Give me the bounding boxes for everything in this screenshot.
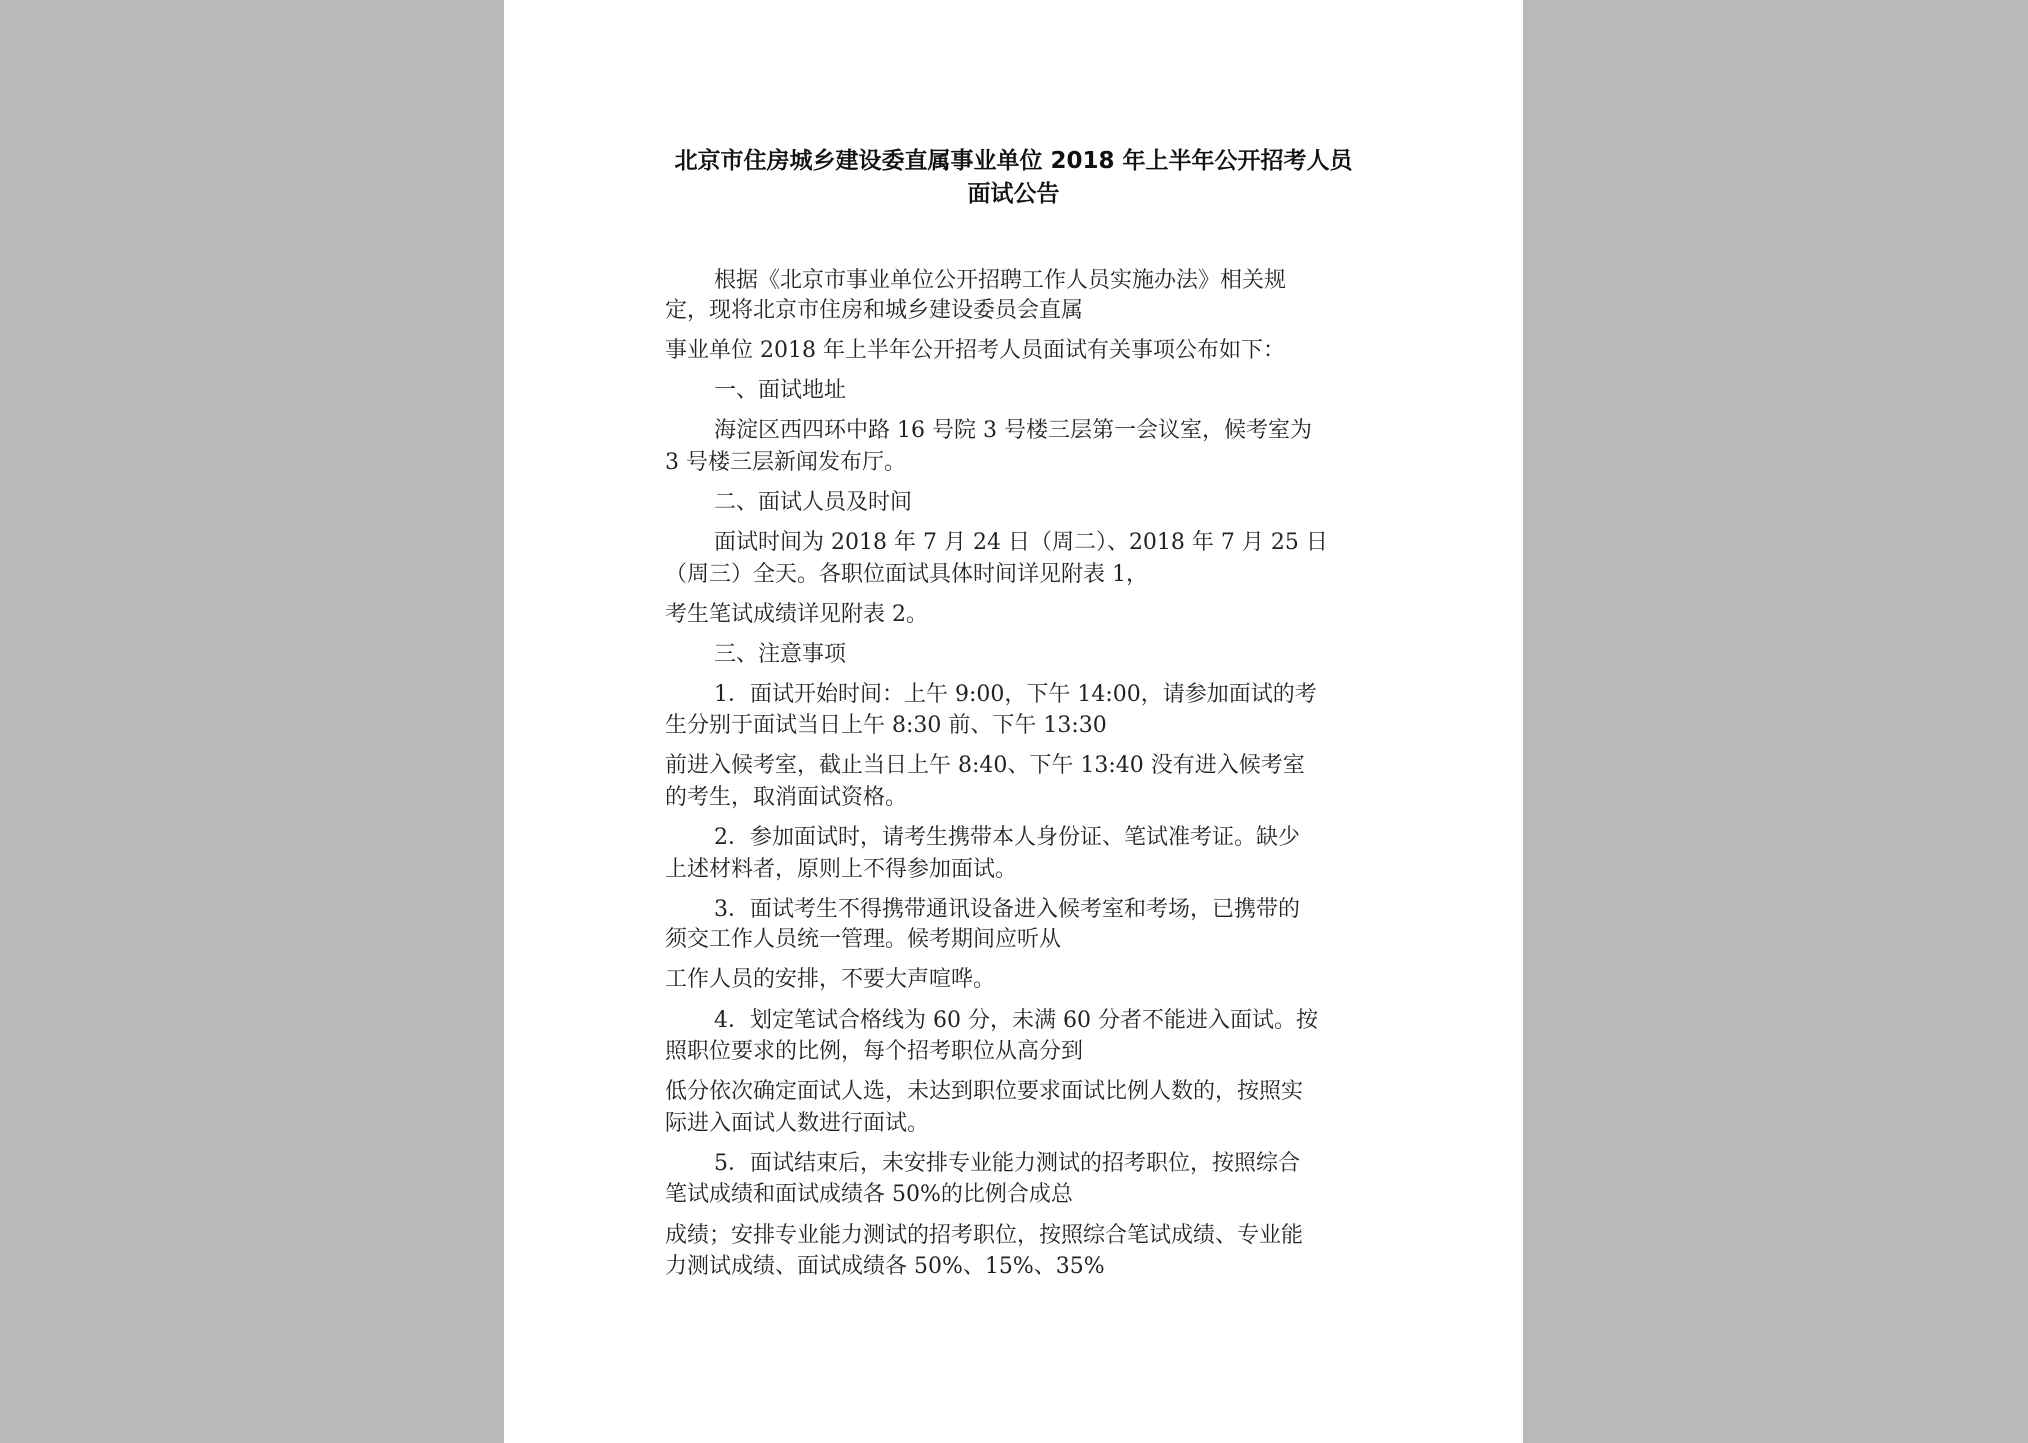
paragraph-line: 面试时间为 2018 年 7 月 24 日（周二）、2018 年 7 月 25 日 [714, 530, 1328, 555]
section-heading: 三、注意事项 [714, 642, 847, 667]
paragraph-line: 海淀区西四环中路 16 号院 3 号楼三层第一会议室，候考室为 [714, 418, 1312, 443]
paragraph-line: 生分别于面试当日上午 8:30 前、下午 13:30 [665, 713, 1107, 738]
paragraph-line: 低分依次确定面试人选，未达到职位要求面试比例人数的，按照实 [665, 1079, 1304, 1104]
paragraph-line: 前进入候考室，截止当日上午 8:40、下午 13:40 没有进入候考室 [665, 753, 1305, 778]
document-title: 面试公告 [967, 181, 1060, 207]
paragraph-line: 工作人员的安排，不要大声喧哗。 [665, 967, 996, 992]
paragraph-line: 际进入面试人数进行面试。 [665, 1111, 930, 1136]
paragraph-line: 4．划定笔试合格线为 60 分，未满 60 分者不能进入面试。按 [714, 1008, 1318, 1033]
document-title: 北京市住房城乡建设委直属事业单位 2018 年上半年公开招考人员 [674, 148, 1353, 174]
paragraph-line: 的考生，取消面试资格。 [665, 785, 908, 810]
paragraph-line: 5．面试结束后，未安排专业能力测试的招考职位，按照综合 [714, 1151, 1300, 1176]
paragraph-line: 力测试成绩、面试成绩各 50%、15%、35% [665, 1254, 1105, 1279]
paragraph-line: 根据《北京市事业单位公开招聘工作人员实施办法》相关规 [714, 268, 1287, 293]
document-page [504, 0, 1523, 1443]
paragraph-line: 成绩；安排专业能力测试的招考职位，按照综合笔试成绩、专业能 [665, 1223, 1304, 1248]
paragraph-line: 事业单位 2018 年上半年公开招考人员面试有关事项公布如下： [665, 338, 1285, 363]
paragraph-line: 上述材料者，原则上不得参加面试。 [665, 857, 1018, 882]
paragraph-line: 笔试成绩和面试成绩各 50%的比例合成总 [665, 1182, 1073, 1207]
paragraph-line: （周三）全天。各职位面试具体时间详见附表 1， [665, 562, 1148, 587]
paragraph-line: 3 号楼三层新闻发布厅。 [665, 450, 906, 475]
paragraph-line: 3．面试考生不得携带通讯设备进入候考室和考场，已携带的 [714, 897, 1300, 922]
paragraph-line: 2．参加面试时，请考生携带本人身份证、笔试准考证。缺少 [714, 825, 1300, 850]
paragraph-line: 定，现将北京市住房和城乡建设委员会直属 [665, 298, 1084, 323]
paragraph-line: 考生笔试成绩详见附表 2。 [665, 602, 928, 627]
paragraph-line: 1．面试开始时间：上午 9:00，下午 14:00，请参加面试的考 [714, 682, 1317, 707]
section-heading: 二、面试人员及时间 [714, 490, 913, 515]
paragraph-line: 须交工作人员统一管理。候考期间应听从 [665, 927, 1062, 952]
paragraph-line: 照职位要求的比例，每个招考职位从高分到 [665, 1039, 1084, 1064]
section-heading: 一、面试地址 [714, 378, 847, 403]
